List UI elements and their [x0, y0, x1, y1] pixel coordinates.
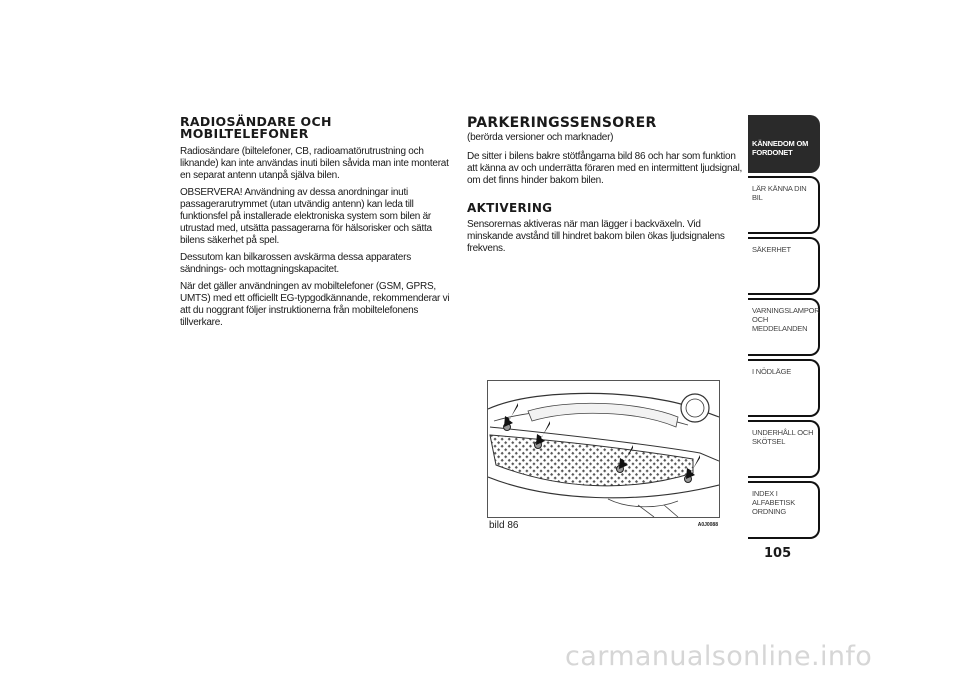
radio-paragraph-3: Dessutom kan bilkarossen avskärma dessa apparaters sändnings- och mottagningskapacitet. [180, 252, 411, 275]
radio-paragraph-4: När det gäller användningen av mobiltelefoner (GSM, GPRS, UMTS) med ett officiellt EG-typgodkännande, rekommenderar vi att du noggrant följer instruktionerna från mobiltelefonens tillverkare. [180, 281, 450, 328]
tab-kannedom-om-fordonet[interactable]: KÄNNEDOM OM FORDONET [748, 115, 820, 173]
tab-index[interactable]: INDEX I ALFABETISK ORDNING [748, 481, 820, 539]
tab-varningslampor[interactable]: VARNINGSLAMPOR OCH MEDDELANDEN [748, 298, 820, 356]
activation-paragraph: Sensorernas aktiveras när man lägger i backväxeln. Vid minskande avstånd till hindret bakom bilen ökas ljudsignalens frekvens. [467, 219, 725, 254]
tab-i-nodlage[interactable]: I NÖDLÄGE [748, 359, 820, 417]
parking-sensors-heading: PARKERINGSSENSORER [467, 115, 657, 131]
right-column [467, 116, 745, 260]
radio-heading: RADIOSÄNDARE OCH MOBILTELEFONER [180, 114, 332, 141]
figure-code: A0J0088 [697, 522, 718, 528]
watermark: carmanualsonline.info [565, 641, 873, 672]
chapter-tabs [748, 115, 820, 542]
tab-underhall-och-skotsel[interactable]: UNDERHÅLL OCH SKÖTSEL [748, 420, 820, 478]
left-column [180, 116, 452, 334]
rear-bumper-illustration [487, 380, 720, 518]
figure-rear-bumper [487, 380, 720, 533]
tab-sakerhet[interactable]: SÄKERHET [748, 237, 820, 295]
parking-sensors-subtitle: (berörda versioner och marknader) [467, 132, 614, 143]
radio-paragraph-2: OBSERVERA! Användning av dessa anordningar inuti passagerarutrymmet (utan utvändig antenn) kan leda till funktionsfel på installerade elektroniska system som bilen är utrustad med, utsätta passagerarna för hälsorisker och sätta bilens säkerhet på spel. [180, 187, 432, 246]
activation-heading: AKTIVERING [467, 201, 553, 215]
radio-paragraph-1: Radiosändare (biltelefoner, CB, radioamatörutrustning och liknande) kan inte användas inuti bilen såvida man inte monterat en separat antenn utanpå själva bilen. [180, 146, 449, 181]
parking-sensors-paragraph: De sitter i bilens bakre stötfångarna bild 86 och har som funktion att känna av och underrätta föraren med en intermittent ljudsignal, om det finns hinder bakom bilen. [467, 151, 743, 186]
page-number: 105 [764, 546, 792, 561]
tab-lar-kanna-din-bil[interactable]: LÄR KÄNNA DIN BIL [748, 176, 820, 234]
figure-caption [487, 518, 720, 533]
figure-label: bild 86 [489, 520, 519, 531]
